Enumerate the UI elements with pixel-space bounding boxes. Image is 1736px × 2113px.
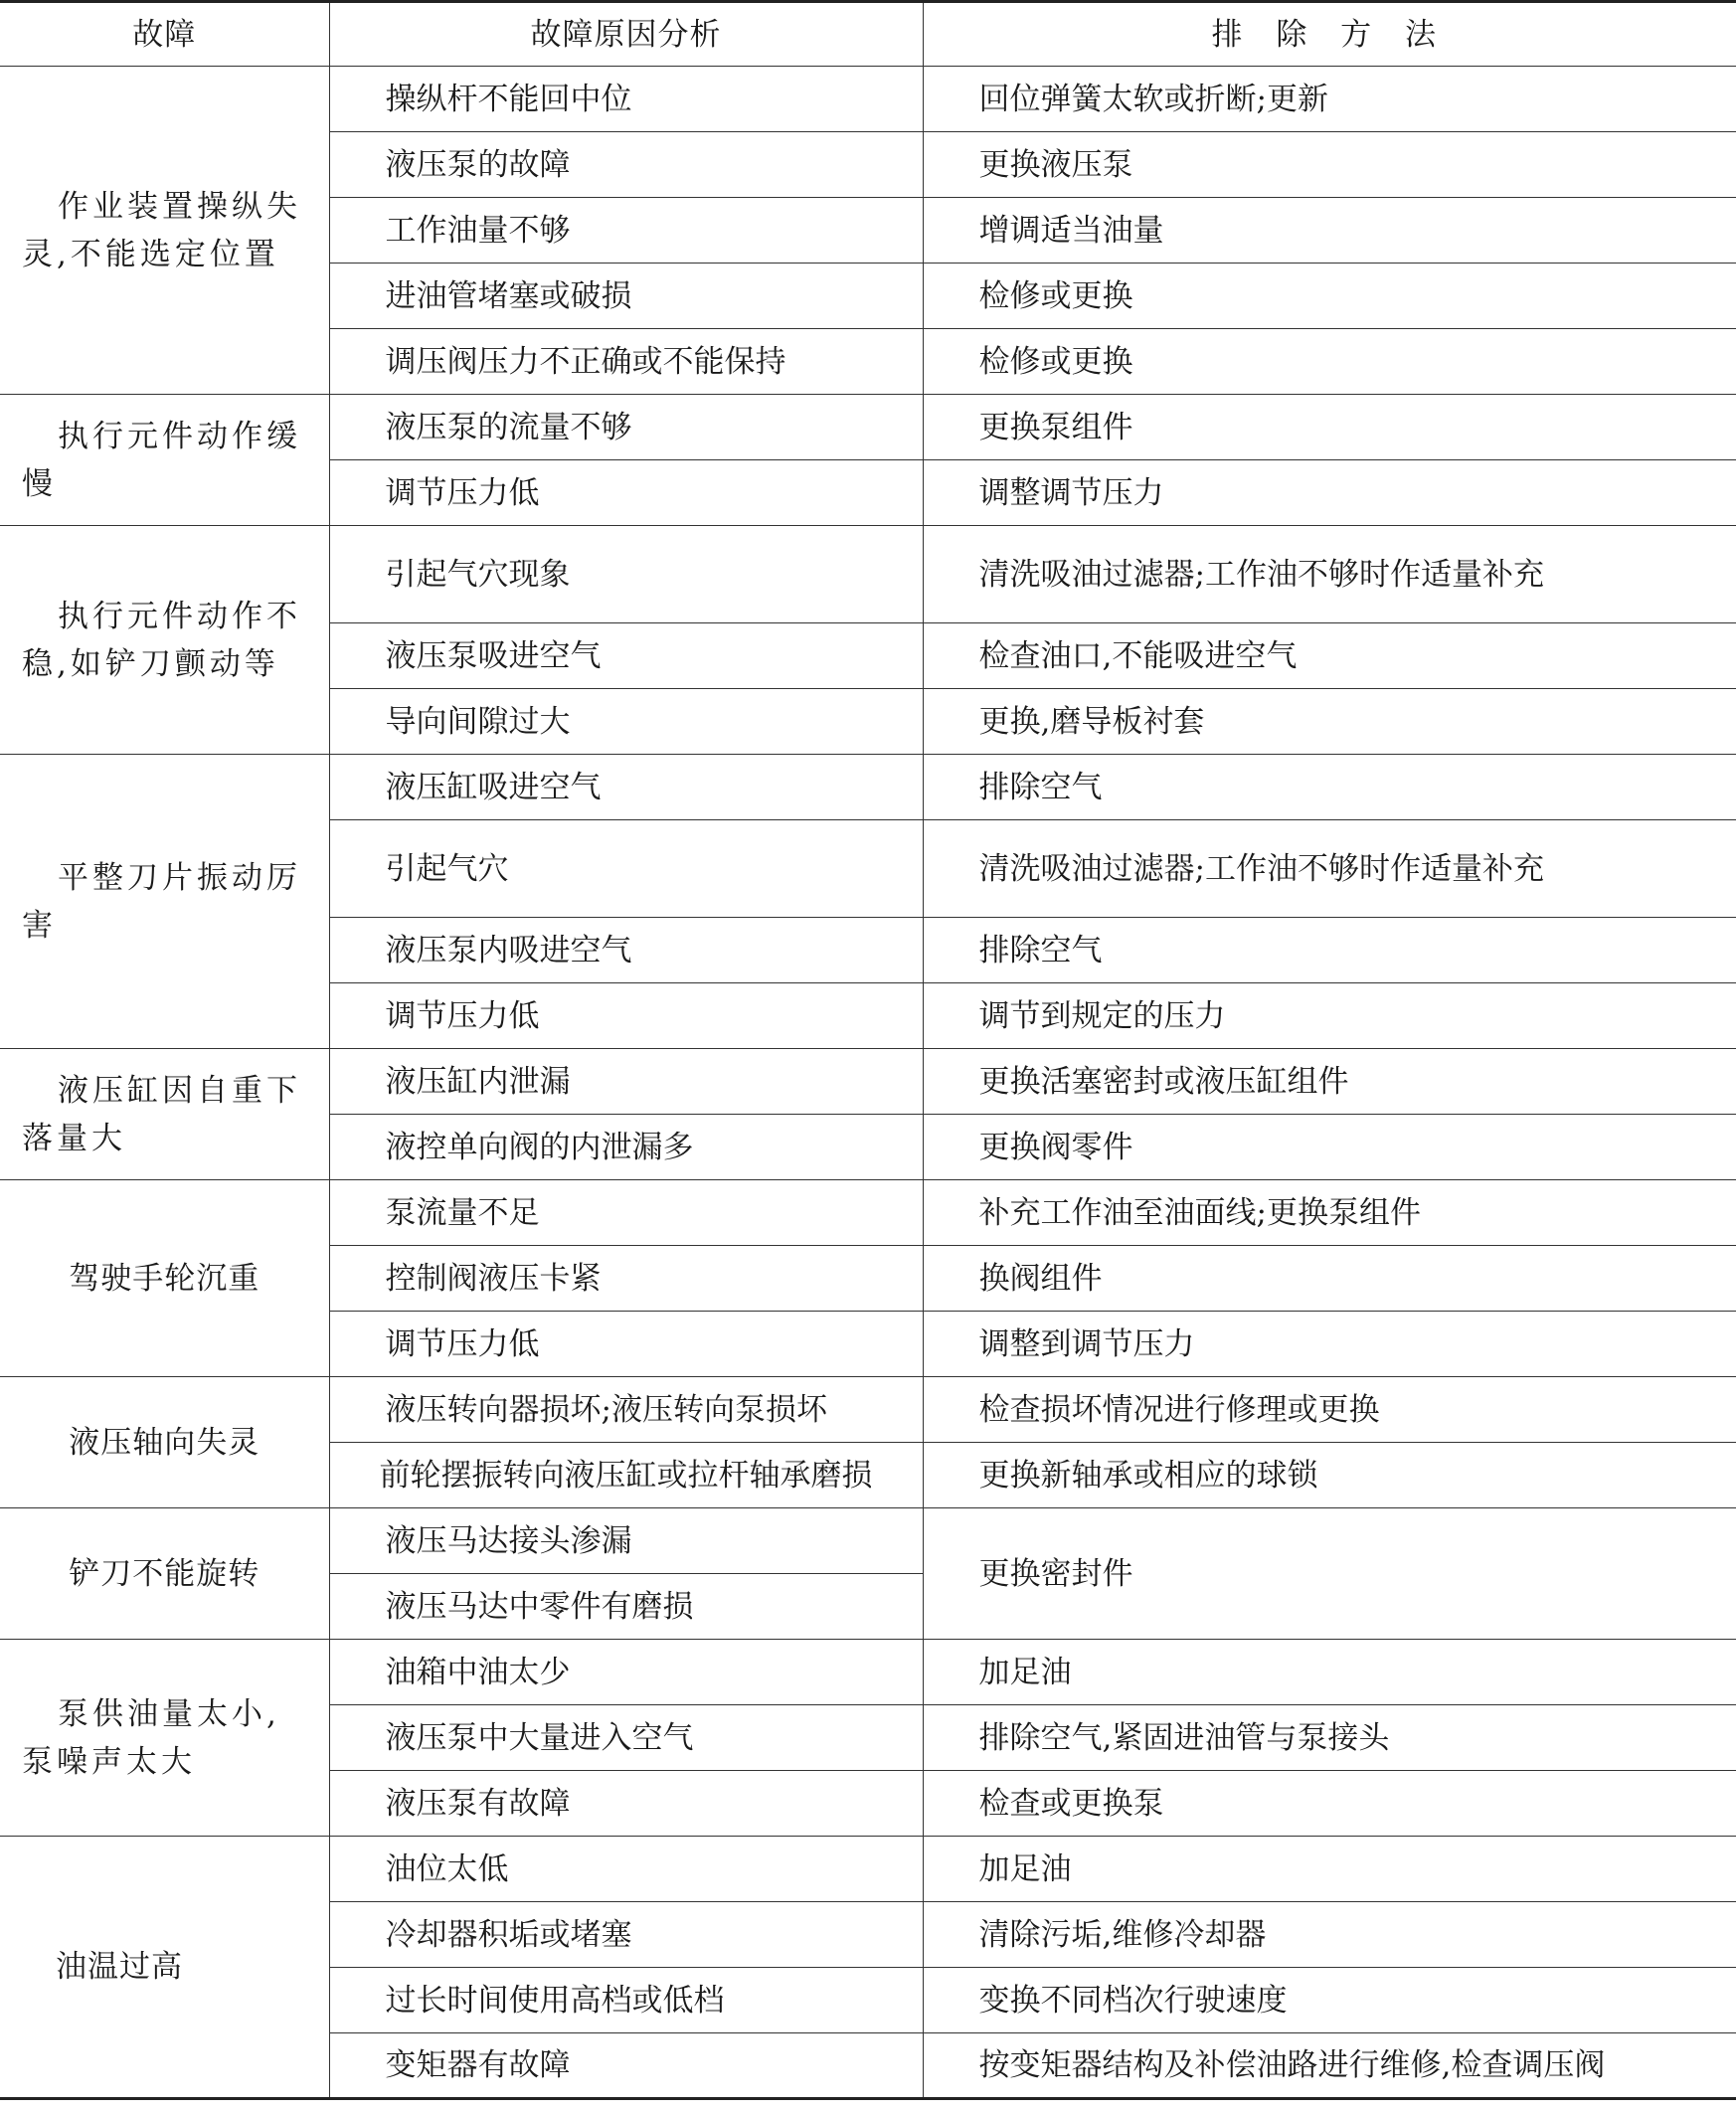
fix-cell: 检修或更换 <box>923 329 1736 395</box>
cause-cell: 工作油量不够 <box>329 198 923 264</box>
table-row <box>0 67 1736 132</box>
fix-cell: 更换阀零件 <box>923 1115 1736 1180</box>
fault-cell: 作业装置操纵失灵,不能选定位置 <box>0 67 329 395</box>
cause-cell: 液压缸内泄漏 <box>329 1049 923 1115</box>
fix-cell: 清除污垢,维修冷却器 <box>923 1902 1736 1968</box>
header-cause: 故障原因分析 <box>329 2 923 67</box>
fix-cell: 排除空气 <box>923 918 1736 983</box>
fix-cell: 调节到规定的压力 <box>923 983 1736 1049</box>
cause-cell: 控制阀液压卡紧 <box>329 1246 923 1312</box>
fix-cell: 按变矩器结构及补偿油路进行维修,检查调压阀 <box>923 2033 1736 2099</box>
cause-cell: 冷却器积垢或堵塞 <box>329 1902 923 1968</box>
fault-cell: 液压轴向失灵 <box>0 1377 329 1508</box>
header-row <box>0 2 1736 67</box>
table-row <box>0 1640 1736 1705</box>
fault-cell: 平整刀片振动厉害 <box>0 755 329 1049</box>
fix-cell: 加足油 <box>923 1640 1736 1705</box>
cause-cell: 操纵杆不能回中位 <box>329 67 923 132</box>
cause-cell: 液压泵中大量进入空气 <box>329 1705 923 1771</box>
cause-cell: 调节压力低 <box>329 1312 923 1377</box>
cause-cell: 油箱中油太少 <box>329 1640 923 1705</box>
fault-cell: 铲刀不能旋转 <box>0 1508 329 1640</box>
fix-cell: 增调适当油量 <box>923 198 1736 264</box>
table-row <box>0 526 1736 623</box>
fix-cell: 检查损坏情况进行修理或更换 <box>923 1377 1736 1443</box>
cause-cell: 过长时间使用高档或低档 <box>329 1968 923 2033</box>
fix-cell: 调整调节压力 <box>923 460 1736 526</box>
fix-cell: 更换泵组件 <box>923 395 1736 460</box>
cause-cell: 泵流量不足 <box>329 1180 923 1246</box>
fix-cell: 更换液压泵 <box>923 132 1736 198</box>
cause-cell: 调节压力低 <box>329 983 923 1049</box>
cause-cell: 进油管堵塞或破损 <box>329 264 923 329</box>
fix-cell: 补充工作油至油面线;更换泵组件 <box>923 1180 1736 1246</box>
table-row <box>0 1049 1736 1115</box>
cause-cell: 变矩器有故障 <box>329 2033 923 2099</box>
fix-cell: 检修或更换 <box>923 264 1736 329</box>
fix-cell: 排除空气,紧固进油管与泵接头 <box>923 1705 1736 1771</box>
cause-cell: 液压泵有故障 <box>329 1771 923 1837</box>
cause-cell: 引起气穴现象 <box>329 526 923 623</box>
cause-cell: 调节压力低 <box>329 460 923 526</box>
cause-cell: 调压阀压力不正确或不能保持 <box>329 329 923 395</box>
cause-cell: 液控单向阀的内泄漏多 <box>329 1115 923 1180</box>
cause-cell: 液压泵的故障 <box>329 132 923 198</box>
cause-cell: 液压转向器损坏;液压转向泵损坏 <box>329 1377 923 1443</box>
fix-cell: 排除空气 <box>923 755 1736 820</box>
fault-cell: 执行元件动作不稳,如铲刀颤动等 <box>0 526 329 755</box>
cause-cell: 引起气穴 <box>329 820 923 918</box>
fix-cell: 更换新轴承或相应的球锁 <box>923 1443 1736 1508</box>
fix-cell: 检查油口,不能吸进空气 <box>923 623 1736 689</box>
cause-cell: 液压马达中零件有磨损 <box>329 1574 923 1640</box>
fix-cell: 换阀组件 <box>923 1246 1736 1312</box>
table-row <box>0 755 1736 820</box>
header-fault: 故障 <box>0 2 329 67</box>
table-row <box>0 1180 1736 1246</box>
fix-cell: 清洗吸油过滤器;工作油不够时作适量补充 <box>923 526 1736 623</box>
fault-cell: 执行元件动作缓慢 <box>0 395 329 526</box>
fix-cell: 加足油 <box>923 1837 1736 1902</box>
fix-cell: 更换活塞密封或液压缸组件 <box>923 1049 1736 1115</box>
table-row <box>0 1508 1736 1574</box>
table-row <box>0 1377 1736 1443</box>
fault-cell: 液压缸因自重下落量大 <box>0 1049 329 1180</box>
cause-cell: 导向间隙过大 <box>329 689 923 755</box>
fault-cell: 驾驶手轮沉重 <box>0 1180 329 1377</box>
cause-cell: 油位太低 <box>329 1837 923 1902</box>
fault-cell: 泵供油量太小,泵噪声太大 <box>0 1640 329 1837</box>
header-fix: 排 除 方 法 <box>923 2 1736 67</box>
cause-cell: 前轮摆振转向液压缸或拉杆轴承磨损 <box>329 1443 923 1508</box>
fix-cell: 清洗吸油过滤器;工作油不够时作适量补充 <box>923 820 1736 918</box>
fault-cell: 油温过高 <box>0 1837 329 2099</box>
cause-cell: 液压马达接头渗漏 <box>329 1508 923 1574</box>
cause-cell: 液压泵吸进空气 <box>329 623 923 689</box>
cause-cell: 液压泵内吸进空气 <box>329 918 923 983</box>
cause-cell: 液压泵的流量不够 <box>329 395 923 460</box>
fix-cell: 检查或更换泵 <box>923 1771 1736 1837</box>
fix-cell: 回位弹簧太软或折断;更新 <box>923 67 1736 132</box>
fix-cell: 更换密封件 <box>923 1508 1736 1640</box>
cause-cell: 液压缸吸进空气 <box>329 755 923 820</box>
table-row <box>0 1837 1736 1902</box>
fix-cell: 更换,磨导板衬套 <box>923 689 1736 755</box>
fix-cell: 变换不同档次行驶速度 <box>923 1968 1736 2033</box>
fix-cell: 调整到调节压力 <box>923 1312 1736 1377</box>
table-row <box>0 395 1736 460</box>
